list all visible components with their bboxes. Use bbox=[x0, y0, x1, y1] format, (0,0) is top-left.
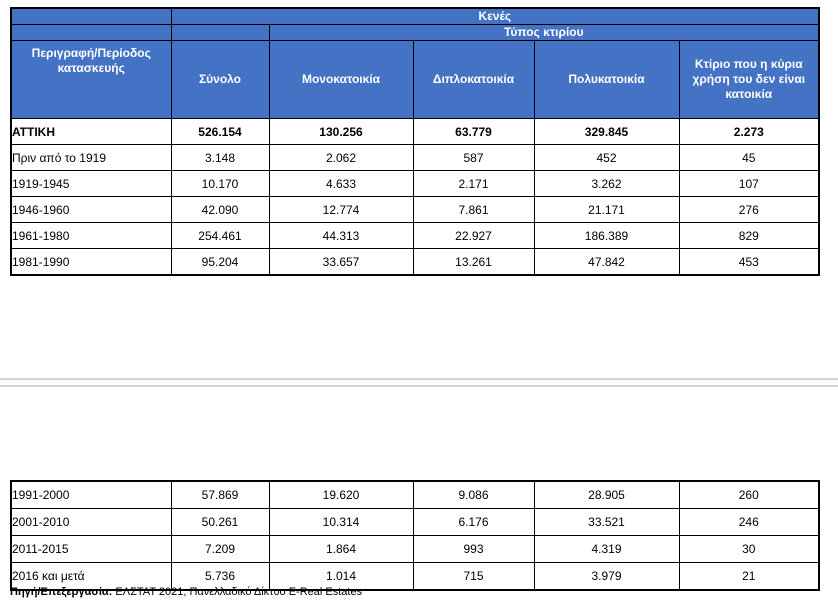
col-header-apartment-building: Πολυκατοικία bbox=[534, 41, 679, 119]
value-cell: 44.313 bbox=[269, 223, 413, 249]
row-label-cell: ΑΤΤΙΚΗ bbox=[11, 119, 171, 145]
row-label-cell: 2016 και μετά bbox=[11, 563, 171, 591]
value-cell: 2.171 bbox=[413, 171, 534, 197]
value-cell: 63.779 bbox=[413, 119, 534, 145]
building-type-header: Τύπος κτιρίου bbox=[269, 25, 819, 41]
vacant-buildings-table-bottom bbox=[10, 480, 820, 591]
value-cell: 276 bbox=[679, 197, 819, 223]
value-cell: 21 bbox=[679, 563, 819, 591]
value-cell: 1.864 bbox=[269, 536, 413, 563]
table-row bbox=[11, 481, 819, 509]
table-row bbox=[11, 171, 819, 197]
value-cell: 993 bbox=[413, 536, 534, 563]
row-label-cell: Πριν από το 1919 bbox=[11, 145, 171, 171]
value-cell: 33.521 bbox=[534, 509, 679, 536]
value-cell: 57.869 bbox=[171, 481, 269, 509]
value-cell: 254.461 bbox=[171, 223, 269, 249]
header-row-columns bbox=[11, 41, 819, 119]
value-cell: 2.273 bbox=[679, 119, 819, 145]
table-row bbox=[11, 145, 819, 171]
value-cell: 45 bbox=[679, 145, 819, 171]
value-cell: 5.736 bbox=[171, 563, 269, 591]
value-cell: 95.204 bbox=[171, 249, 269, 276]
value-cell: 186.389 bbox=[534, 223, 679, 249]
header-row-building-type bbox=[11, 25, 819, 41]
row-label-cell: 2011-2015 bbox=[11, 536, 171, 563]
value-cell: 7.861 bbox=[413, 197, 534, 223]
col-header-description-period: Περιγραφή/Περίοδος κατασκευής bbox=[11, 41, 171, 119]
value-cell: 9.086 bbox=[413, 481, 534, 509]
header-corner-blank-cell bbox=[11, 8, 171, 25]
value-cell: 33.657 bbox=[269, 249, 413, 276]
row-label-cell: 1946-1960 bbox=[11, 197, 171, 223]
value-cell: 4.319 bbox=[534, 536, 679, 563]
table-row bbox=[11, 223, 819, 249]
value-cell: 587 bbox=[413, 145, 534, 171]
value-cell: 12.774 bbox=[269, 197, 413, 223]
table-row-attiki bbox=[11, 119, 819, 145]
col-header-total: Σύνολο bbox=[171, 41, 269, 119]
value-cell: 21.171 bbox=[534, 197, 679, 223]
value-cell: 107 bbox=[679, 171, 819, 197]
header-row-vacant bbox=[11, 8, 819, 25]
col-header-single-family: Μονοκατοικία bbox=[269, 41, 413, 119]
value-cell: 329.845 bbox=[534, 119, 679, 145]
value-cell: 10.314 bbox=[269, 509, 413, 536]
value-cell: 829 bbox=[679, 223, 819, 249]
page-break-divider bbox=[0, 378, 838, 387]
table-row bbox=[11, 509, 819, 536]
value-cell: 13.261 bbox=[413, 249, 534, 276]
header-blank-col1 bbox=[11, 25, 171, 41]
table-row bbox=[11, 536, 819, 563]
value-cell: 19.620 bbox=[269, 481, 413, 509]
table-row bbox=[11, 197, 819, 223]
value-cell: 3.979 bbox=[534, 563, 679, 591]
value-cell: 453 bbox=[679, 249, 819, 276]
value-cell: 28.905 bbox=[534, 481, 679, 509]
value-cell: 3.148 bbox=[171, 145, 269, 171]
value-cell: 2.062 bbox=[269, 145, 413, 171]
row-label-cell: 1981-1990 bbox=[11, 249, 171, 276]
row-label-cell: 1919-1945 bbox=[11, 171, 171, 197]
value-cell: 715 bbox=[413, 563, 534, 591]
vacant-header: Κενές bbox=[171, 8, 819, 25]
value-cell: 30 bbox=[679, 536, 819, 563]
value-cell: 526.154 bbox=[171, 119, 269, 145]
value-cell: 1.014 bbox=[269, 563, 413, 591]
col-header-two-family: Διπλοκατοικία bbox=[413, 41, 534, 119]
value-cell: 452 bbox=[534, 145, 679, 171]
value-cell: 22.927 bbox=[413, 223, 534, 249]
value-cell: 7.209 bbox=[171, 536, 269, 563]
col-header-non-residential: Κτίριο που η κύρια χρήση του δεν είναι κατοικία bbox=[679, 41, 819, 119]
value-cell: 246 bbox=[679, 509, 819, 536]
value-cell: 6.176 bbox=[413, 509, 534, 536]
vacant-buildings-table-top bbox=[10, 7, 820, 276]
value-cell: 130.256 bbox=[269, 119, 413, 145]
source-text: ΕΛΣΤΑΤ 2021, Πανελλαδικό Δίκτυο E-Real Estates bbox=[112, 586, 363, 598]
value-cell: 4.633 bbox=[269, 171, 413, 197]
table-row bbox=[11, 249, 819, 276]
source-label: Πηγή/Επεξεργασία: bbox=[10, 586, 113, 598]
row-label-cell: 1991-2000 bbox=[11, 481, 171, 509]
value-cell: 10.170 bbox=[171, 171, 269, 197]
value-cell: 260 bbox=[679, 481, 819, 509]
value-cell: 42.090 bbox=[171, 197, 269, 223]
value-cell: 47.842 bbox=[534, 249, 679, 276]
row-label-cell: 1961-1980 bbox=[11, 223, 171, 249]
header-blank-col2 bbox=[171, 25, 269, 41]
row-label-cell: 2001-2010 bbox=[11, 509, 171, 536]
value-cell: 50.261 bbox=[171, 509, 269, 536]
source-note bbox=[10, 586, 362, 598]
value-cell: 3.262 bbox=[534, 171, 679, 197]
